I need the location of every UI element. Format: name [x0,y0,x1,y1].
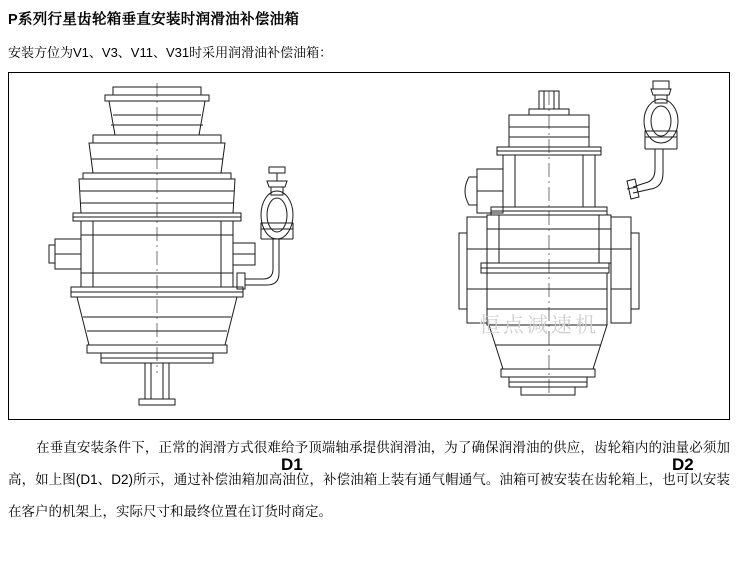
figure-caption-d2: D2 [672,455,694,474]
d1-drawing [49,83,293,405]
page-title: P系列行星齿轮箱垂直安装时润滑油补偿油箱 [8,12,300,28]
figure-container [8,72,730,474]
figure-caption-d1: D1 [281,455,303,474]
body-paragraph: 在垂直安装条件下，正常的润滑方式很难给予顶端轴承提供润滑油，为了确保润滑油的供应，齿轮箱内的油量必须加高，如上图(D1、D2)所示，通过补偿油箱加高油位，补偿油箱上装有通气帽通气。油箱可被安装在齿轮箱上，也可以安装在客户的机架上，实际尺寸和最终位置在订货时商定。 [8,440,730,519]
body-paragraph-container [8,432,730,528]
d2-drawing [459,81,678,395]
page-subtitle: 安装方位为V1、V3、V11、V31时采用润滑油补偿油箱： [8,45,333,60]
gearbox-assembly-drawing [9,73,729,419]
watermark-text: 恒点减速机 [479,314,599,337]
